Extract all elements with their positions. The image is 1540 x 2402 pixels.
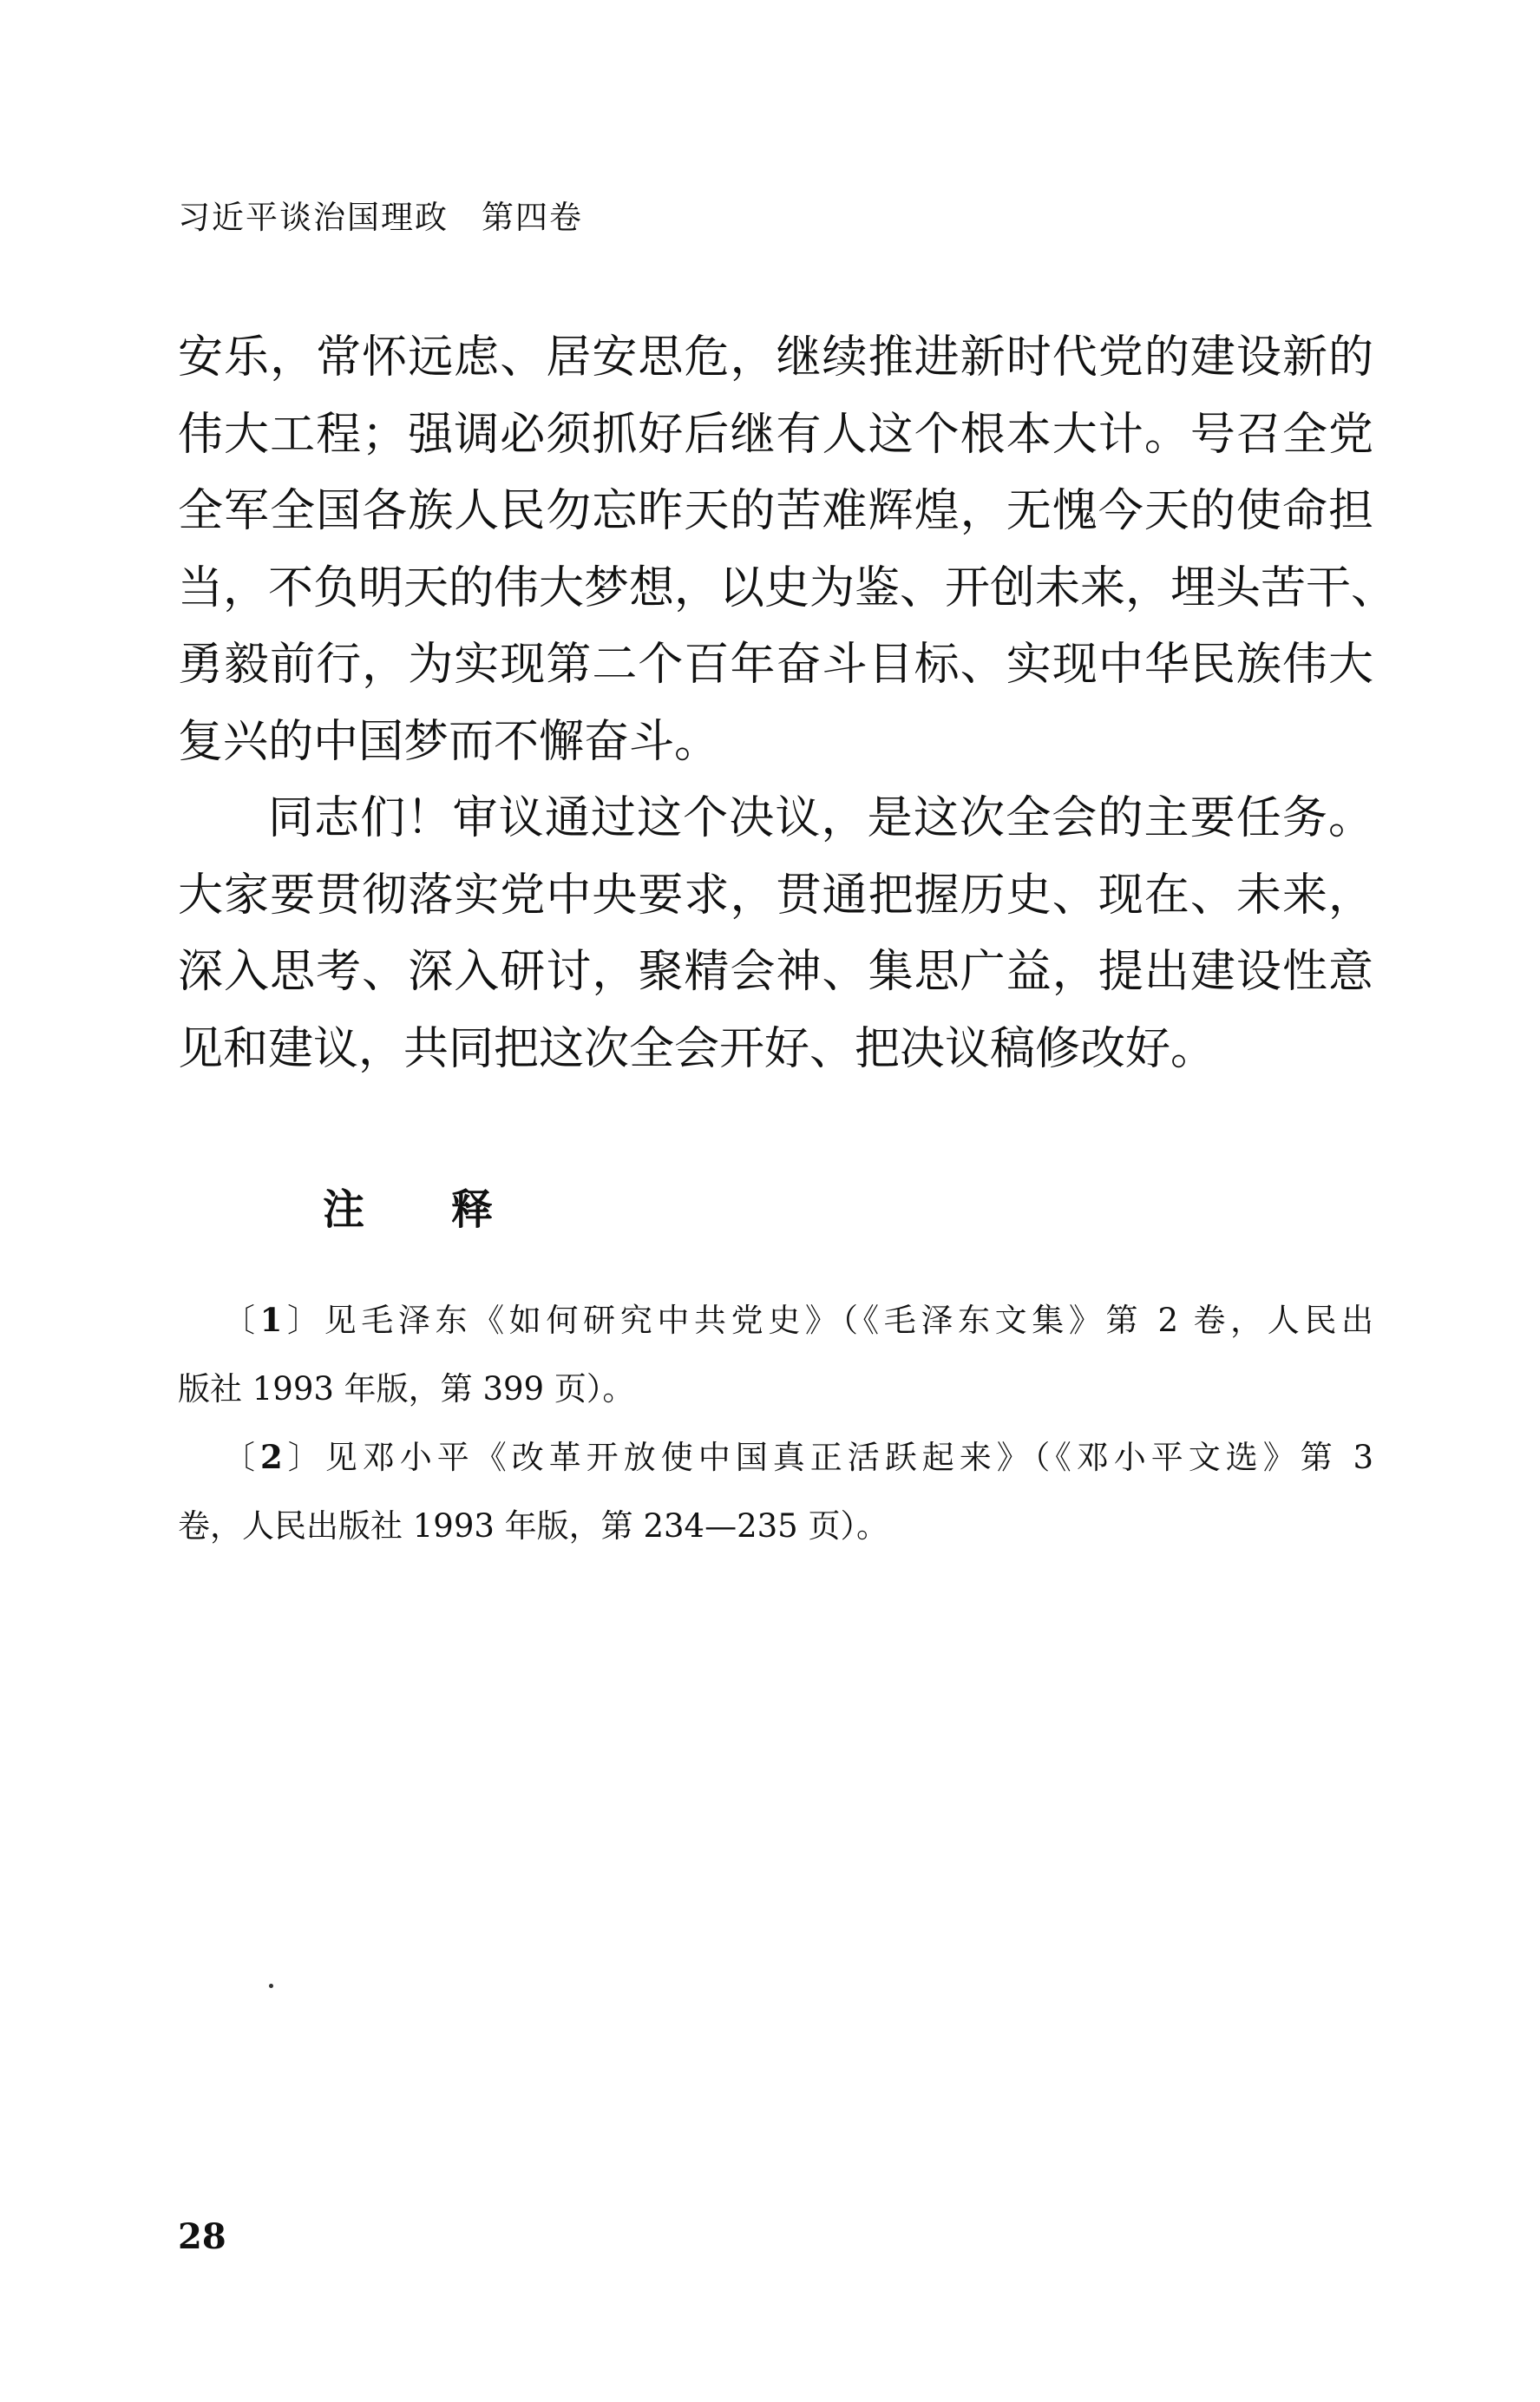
note-number: 1 <box>259 1301 283 1339</box>
note-continuation: 版社 1993 年版，第 399 页）。 <box>178 1370 635 1408</box>
notes-section <box>178 1286 1373 1560</box>
body-line: 全军全国各族人民勿忘昨天的苦难辉煌，无愧今天的使命担 <box>178 485 1373 537</box>
book-title: 习近平谈治国理政 <box>178 199 449 236</box>
note-item: 〔1〕见毛泽东《如何研究中共党史》（《毛泽东文集》第 2 卷，人民出 <box>223 1301 1374 1339</box>
note-continuation: 卷，人民出版社 1993 年版，第 234—235 页）。 <box>178 1507 888 1545</box>
note-number: 2 <box>260 1438 283 1476</box>
body-line: 当，不负明天的伟大梦想，以史为鉴、开创未来，埋头苦干、 <box>178 561 1397 614</box>
body-line: 大家要贯彻落实党中央要求，贯通把握历史、现在、未来， <box>178 869 1373 922</box>
page-number: 28 <box>178 2216 226 2257</box>
body-line: 见和建议，共同把这次全会开好、把决议稿修改好。 <box>178 1022 1216 1075</box>
body-line: 勇毅前行，为实现第二个百年奋斗目标、实现中华民族伟大 <box>178 639 1373 691</box>
body-text <box>178 319 1397 1087</box>
volume-label: 第四卷 <box>482 199 583 236</box>
running-header <box>178 199 583 236</box>
note-text: 见邓小平《改革开放使中国真正活跃起来》（《邓小平文选》第 3 <box>324 1439 1373 1476</box>
note-item: 〔2〕见邓小平《改革开放使中国真正活跃起来》（《邓小平文选》第 3 <box>223 1438 1373 1476</box>
body-line: 复兴的中国梦而不懈奋斗。 <box>178 715 720 768</box>
body-line: 安乐，常怀远虑、居安思危，继续推进新时代党的建设新的 <box>178 331 1373 384</box>
body-line: 深入思考、深入研讨，聚精会神、集思广益，提出建设性意 <box>178 946 1373 998</box>
body-line: 同志们！审议通过这个决议，是这次全会的主要任务。 <box>268 792 1373 844</box>
body-line: 伟大工程；强调必须抓好后继有人这个根本大计。号召全党 <box>178 408 1373 461</box>
note-text: 见毛泽东《如何研究中共党史》（《毛泽东文集》第 2 卷，人民出 <box>324 1302 1374 1339</box>
scan-speck <box>269 1984 273 1988</box>
notes-heading: 注释 <box>323 1185 580 1234</box>
